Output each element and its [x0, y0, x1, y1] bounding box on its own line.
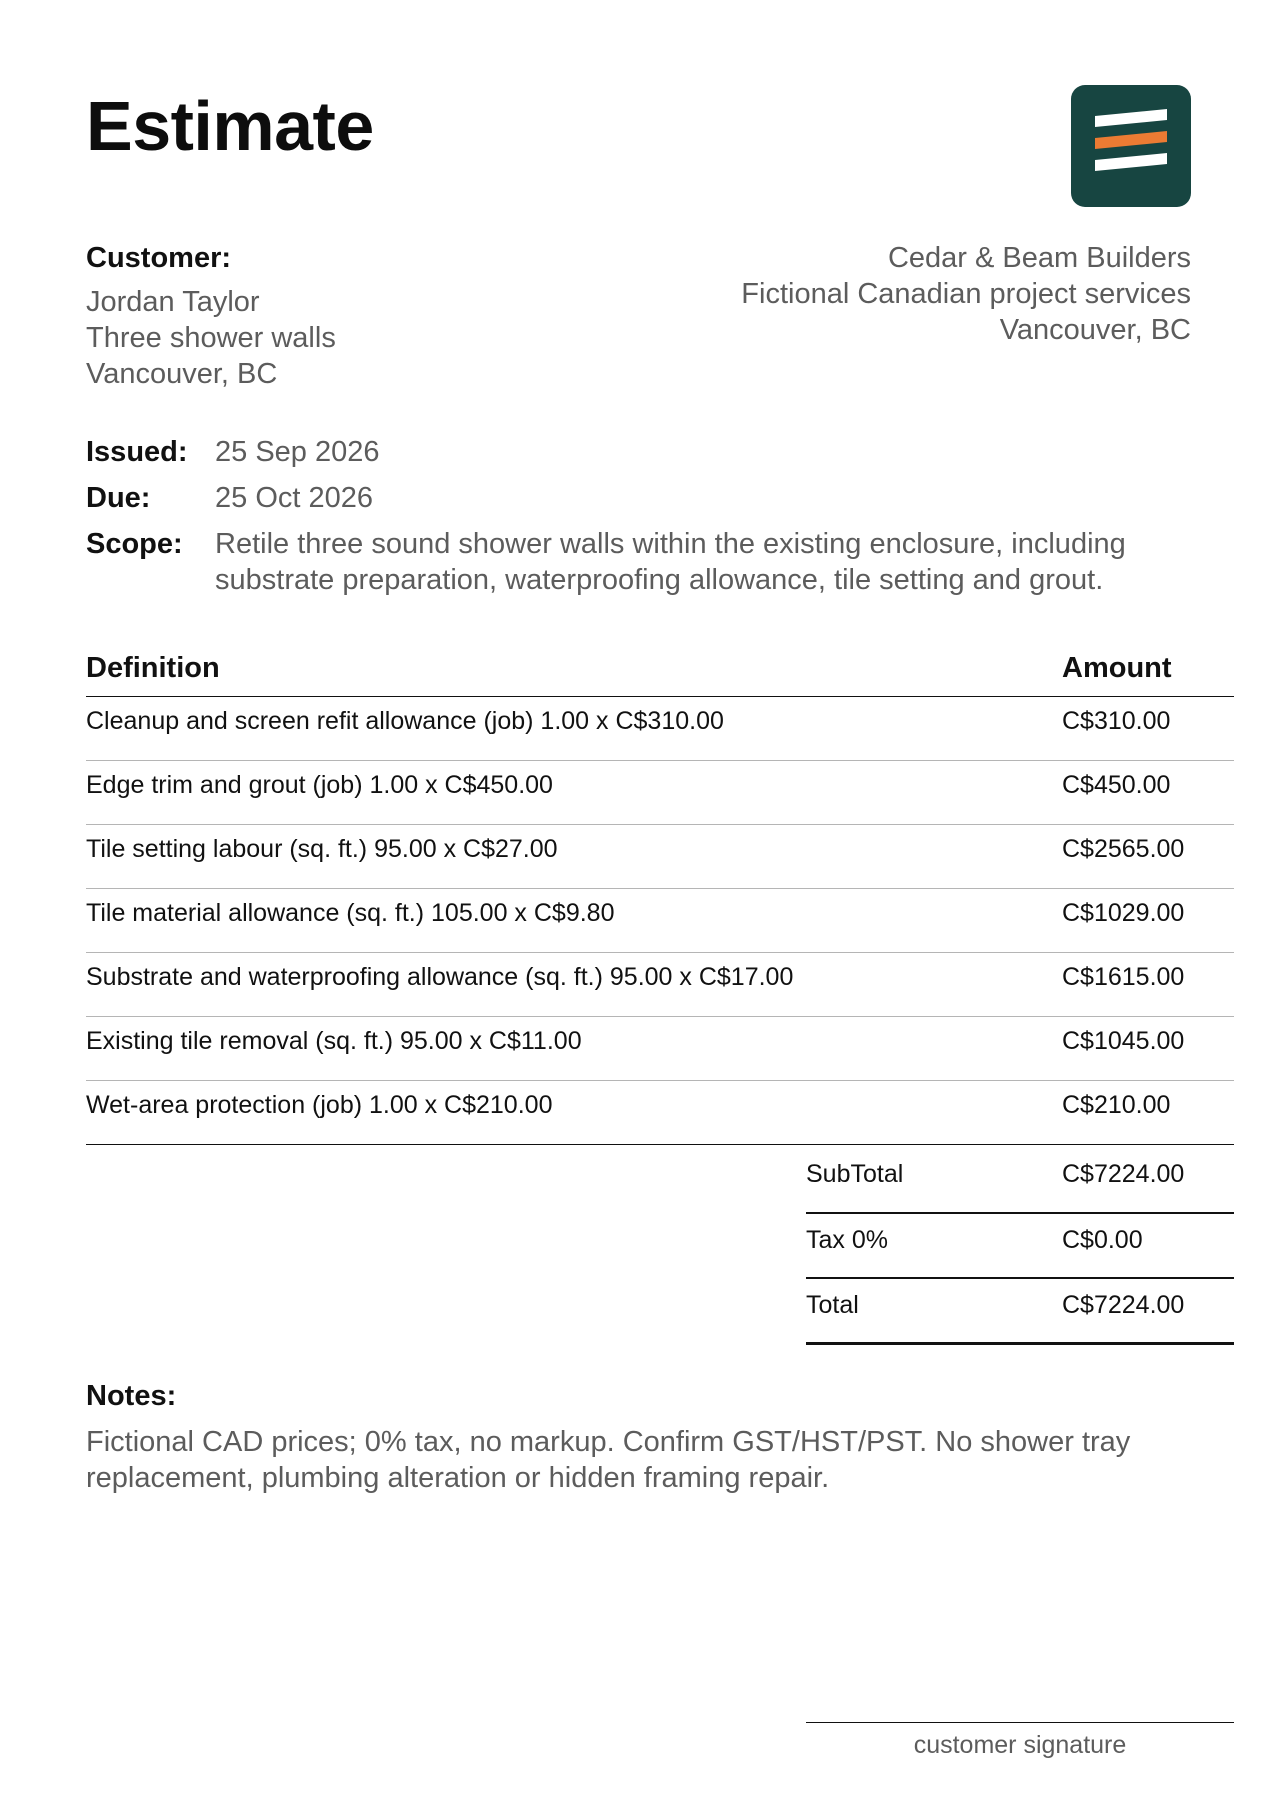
item-definition: Existing tile removal (sq. ft.) 95.00 x C$11.00 [86, 1017, 1062, 1081]
signature-label: customer signature [913, 1731, 1127, 1759]
item-amount: C$450.00 [1062, 761, 1234, 825]
total-label: Total [806, 1278, 1062, 1343]
item-amount: C$1029.00 [1062, 889, 1234, 953]
scope-label: Scope: [86, 528, 183, 560]
table-header-row [86, 652, 1234, 697]
item-amount: C$210.00 [1062, 1081, 1234, 1145]
company-name: Cedar & Beam Builders [887, 242, 1191, 274]
estimate-meta [86, 434, 1206, 608]
item-definition: Tile material allowance (sq. ft.) 105.00 x C$9.80 [86, 889, 1062, 953]
table-row [86, 889, 1234, 953]
scope-text: Retile three sound shower walls within the existing enclosure, including substrate preparation, waterproofing allowance, tile setting and grout. [215, 528, 1126, 596]
issued-date: 25 Sep 2026 [215, 436, 380, 468]
totals-table [806, 1148, 1234, 1345]
company-details [741, 240, 1191, 348]
customer-details [86, 284, 336, 392]
customer-label: Customer: [86, 242, 232, 274]
item-definition: Substrate and waterproofing allowance (sq. ft.) 95.00 x C$17.00 [86, 953, 1062, 1017]
subtotal-label: SubTotal [806, 1148, 1062, 1213]
item-amount: C$2565.00 [1062, 825, 1234, 889]
item-definition: Tile setting labour (sq. ft.) 95.00 x C$27.00 [86, 825, 1062, 889]
item-definition: Cleanup and screen refit allowance (job) 1.00 x C$310.00 [86, 697, 1062, 761]
subtotal-row [806, 1148, 1234, 1213]
tax-row [806, 1213, 1234, 1278]
table-row [86, 1017, 1234, 1081]
company-location: Vancouver, BC [999, 314, 1191, 346]
scope-row [86, 526, 1206, 598]
item-definition: Edge trim and grout (job) 1.00 x C$450.00 [86, 761, 1062, 825]
total-value: C$7224.00 [1062, 1278, 1234, 1343]
table-row [86, 825, 1234, 889]
stacked-planks-icon [1071, 85, 1191, 207]
notes-label: Notes: [86, 1380, 177, 1412]
amount-header: Amount [1062, 652, 1234, 697]
line-items-table [86, 652, 1234, 1145]
due-row [86, 480, 1206, 516]
item-amount: C$1045.00 [1062, 1017, 1234, 1081]
issued-label: Issued: [86, 436, 188, 468]
tax-value: C$0.00 [1062, 1213, 1234, 1278]
customer-location: Vancouver, BC [86, 358, 278, 390]
company-logo [1071, 85, 1191, 207]
total-row [806, 1278, 1234, 1343]
item-amount: C$310.00 [1062, 697, 1234, 761]
issued-row [86, 434, 1206, 470]
item-definition: Wet-area protection (job) 1.00 x C$210.00 [86, 1081, 1062, 1145]
table-row [86, 953, 1234, 1017]
customer-signature-line[interactable] [806, 1722, 1234, 1760]
table-row [86, 761, 1234, 825]
due-label: Due: [86, 482, 151, 514]
subtotal-value: C$7224.00 [1062, 1148, 1234, 1213]
customer-name: Jordan Taylor [86, 286, 260, 318]
due-date: 25 Oct 2026 [215, 482, 373, 514]
notes-text: Fictional CAD prices; 0% tax, no markup. Confirm GST/HST/PST. No shower tray replacement, plumbing alteration or hidden framing repair. [86, 1426, 1131, 1494]
customer-project: Three shower walls [86, 322, 336, 354]
tax-label: Tax 0% [806, 1213, 1062, 1278]
table-row [86, 1081, 1234, 1145]
document-title: Estimate [86, 87, 374, 165]
table-row [86, 697, 1234, 761]
company-tagline: Fictional Canadian project services [741, 278, 1191, 310]
definition-header: Definition [86, 652, 1062, 697]
item-amount: C$1615.00 [1062, 953, 1234, 1017]
